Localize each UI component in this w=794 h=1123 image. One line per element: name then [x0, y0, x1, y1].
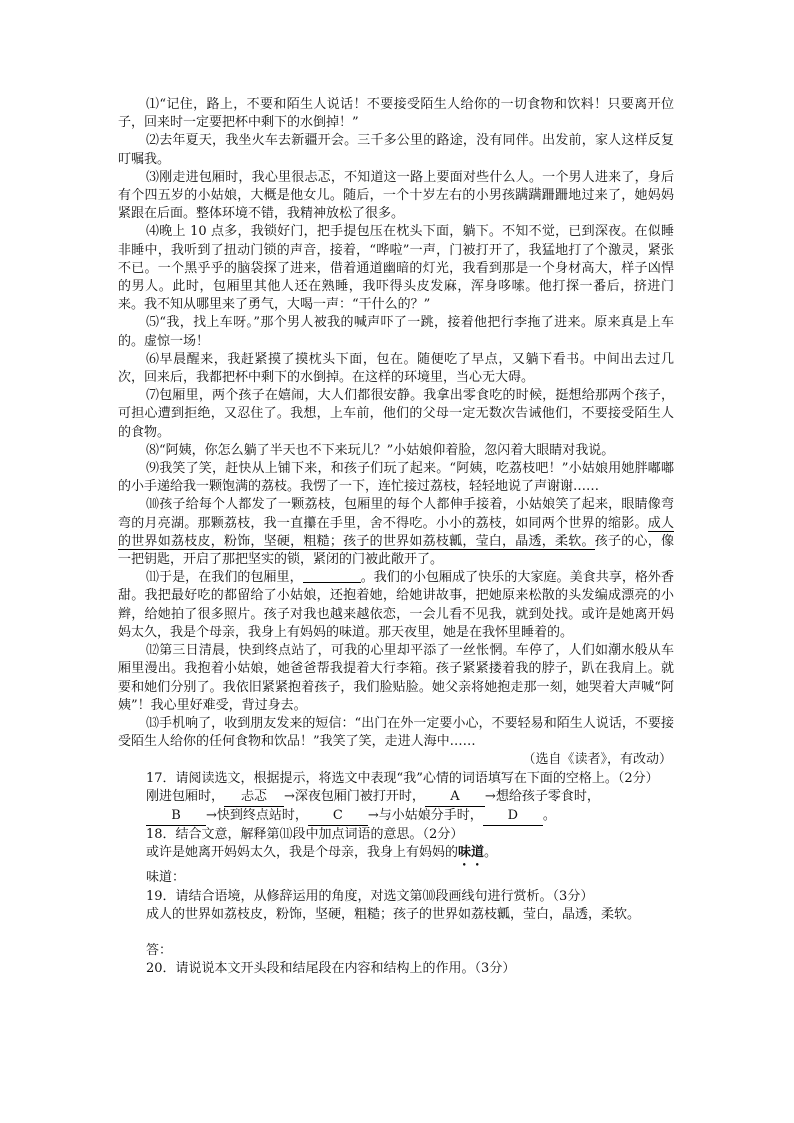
paragraph-11-text: ⑾于是，在我们的包厢里， — [146, 570, 303, 586]
question-18: 18．结合文意，解释第⑾段中加点词语的意思。（2分） — [146, 827, 464, 843]
source-citation: （选自《读者》，有改动） — [522, 752, 672, 768]
q17-end: 。 — [542, 807, 556, 823]
answer-blank-a[interactable]: A — [425, 788, 485, 807]
question-17-line-2 — [118, 807, 674, 826]
q17-label-1: 刚进包厢时， — [146, 788, 225, 804]
paragraph-3: ⑶刚走进包厢时，我心里很忐忑，不知道这一路上要面对些什么人。一个男人进来了，身后有个四五岁的小姑娘，大概是他女儿。随后，一个十岁左右的小男孩蹒蹒跚跚地过来了，她妈妈紧跟在后面。整体环境不错，我精神放松了很多。 — [118, 169, 674, 222]
paragraph-8: ⑻“阿姨，你怎么躺了半天也不下来玩儿？”小姑娘仰着脸，忽闪着大眼睛对我说。 — [146, 442, 615, 458]
answer-blank-c[interactable]: C — [308, 807, 368, 826]
answer-blank-filled[interactable]: 忐忑 — [224, 788, 284, 807]
exam-page — [118, 96, 674, 978]
answer-blank-d[interactable]: D — [483, 807, 543, 826]
question-17-line-1 — [118, 788, 674, 807]
question-19: 19．请结合语境，从修辞运用的角度，对选文第⑽段画线句进行赏析。（3分） — [146, 888, 594, 904]
paragraph-2: ⑵去年夏天，我坐火车去新疆开会。三千多公里的路途，没有同伴。出发前，家人这样反复叮嘱我。 — [118, 133, 674, 167]
dotted-word: 味道 — [458, 845, 485, 861]
paragraph-1: ⑴“记住，路上，不要和陌生人说话！不要接受陌生人给你的一切食物和饮料！只要离开位子，回来时一定要把杯中剩下的水倒掉！” — [118, 97, 674, 131]
q18-sentence-end: 。 — [484, 845, 498, 861]
answer-space — [118, 924, 674, 942]
paragraph-4: ⑷晚上 10 点多，我锁好门，把手提包压在枕头下面，躺下。不知不觉，已到深夜。在似睡非睡中，我听到了扭动门锁的声音，接着，“哗啦”一声，门被打开了，我猛地打了个激灵，紧张不已。一个黑乎乎的脑袋探了进来，借着通道幽暗的灯光，我看到那是一个身材高大，样子凶悍的男人。此时，包厢里其他人还在熟睡，我吓得头皮发麻，浑身哆嗦。他打探一番后，挤进门来。我不知从哪里来了勇气，大喝一声：“干什么的？” — [118, 224, 674, 313]
q17-label-5: →与小姑娘分手时， — [367, 807, 483, 823]
paragraph-7: ⑺包厢里，两个孩子在嬉闹，大人们都很安静。我拿出零食吃的时候，挺想给那两个孩子，可担心遭到拒绝，又忍住了。我想，上车前，他们的父母一定无数次告诫他们，不要接受陌生人的食物。 — [118, 388, 674, 440]
underlined-sentence: 成人的世界如荔枝皮，粉饰，坚硬，粗糙；孩子的世界如荔枝瓤，莹白，晶透，柔软。 — [118, 515, 674, 549]
q17-label-4: →快到终点站时， — [206, 807, 308, 823]
paragraph-9: ⑼我笑了笑，赶快从上铺下来，和孩子们玩了起来。“阿姨，吃荔枝吧！”小姑娘用她胖嘟嘟的小手递给我一颗饱满的荔枝。我愣了一下，连忙接过荔枝，轻轻地说了声谢谢…… — [118, 461, 674, 495]
paragraph-5: ⑸“我，找上车呀。”那个男人被我的喊声吓了一跳，接着他把行李拖了进来。原来真是上车的。虚惊一场！ — [118, 315, 674, 349]
paragraph-6: ⑹早晨醒来，我赶紧摸了摸枕头下面，包在。随便吃了早点，又躺下看书。中间出去过几次，回来后，我都把杯中剩下的水倒掉。在这样的环境里，当心无大碍。 — [118, 351, 674, 386]
question-19-answer-label: 答： — [146, 942, 173, 958]
fill-blank[interactable] — [303, 569, 361, 583]
paragraph-12: ⑿第三日清晨，快到终点站了，可我的心里却平添了一丝怅惘。车停了，人们如潮水般从车厢里漫出。我抱着小姑娘，她爸爸帮我提着大行李箱。孩子紧紧搂着我的脖子，趴在我肩上。就要和她们分别了。我依旧紧紧抱着孩子，我们脸贴脸。她父亲将她抱走那一刻，她哭着大声喊“阿姨”！我心里好难受，背过身去。 — [118, 643, 674, 713]
question-17: 17．请阅读选文，根据提示，将选文中表现“我”心情的词语填写在下面的空格上。（2分） — [146, 770, 659, 786]
paragraph-10-tail: 孩子的心，像一把钥匙，开启了那把坚实的锁，紧闭的门被此敞开了。 — [118, 533, 674, 568]
question-18-sentence — [118, 844, 674, 869]
question-20: 20．请说说本文开头段和结尾段在内容和结构上的作用。（3分） — [146, 961, 516, 977]
paragraph-11 — [118, 569, 674, 642]
paragraph-11-tail: 。我们的小包厢成了快乐的大家庭。美食共享，格外香甜。我把最好吃的都留给了小姑娘，还抱着她，给她讲故事，把她原来松散的头发编成漂亮的小辫，给她拍了很多照片。孩子对我也越来越依恋，一会儿看不见我，就到处找。或许是她离开妈妈太久，我是个母亲，我身上有妈妈的味道。那天夜里，她是在我怀里睡着的。 — [118, 570, 674, 640]
question-18-answer-label: 味道： — [146, 870, 186, 886]
paragraph-10 — [118, 496, 674, 569]
q18-sentence-text: 或许是她离开妈妈太久，我是个母亲，我身上有妈妈的 — [146, 845, 459, 861]
paragraph-13: ⒀手机响了，收到朋友发来的短信：“出门在外一定要小心，不要轻易和陌生人说话，不要接受陌生人给你的任何食物和饮品！”我笑了笑，走进人海中…… — [118, 715, 674, 750]
q17-label-2: →深夜包厢门被打开时， — [284, 788, 425, 804]
paragraph-10-text: ⑽孩子给每个人都发了一颗荔枝，包厢里的每个人都伸手接着，小姑娘笑了起来，眼睛像弯弯的月亮湖。那颗荔枝，我一直攥在手里，舍不得吃。小小的荔枝，如同两个世界的缩影。 — [118, 497, 674, 531]
q17-label-3: →想给孩子零食时， — [484, 788, 600, 804]
question-19-sentence: 成人的世界如荔枝皮，粉饰，坚硬，粗糙；孩子的世界如荔枝瓤，莹白，晶透，柔软。 — [146, 906, 641, 922]
answer-blank-b[interactable]: B — [146, 807, 206, 826]
